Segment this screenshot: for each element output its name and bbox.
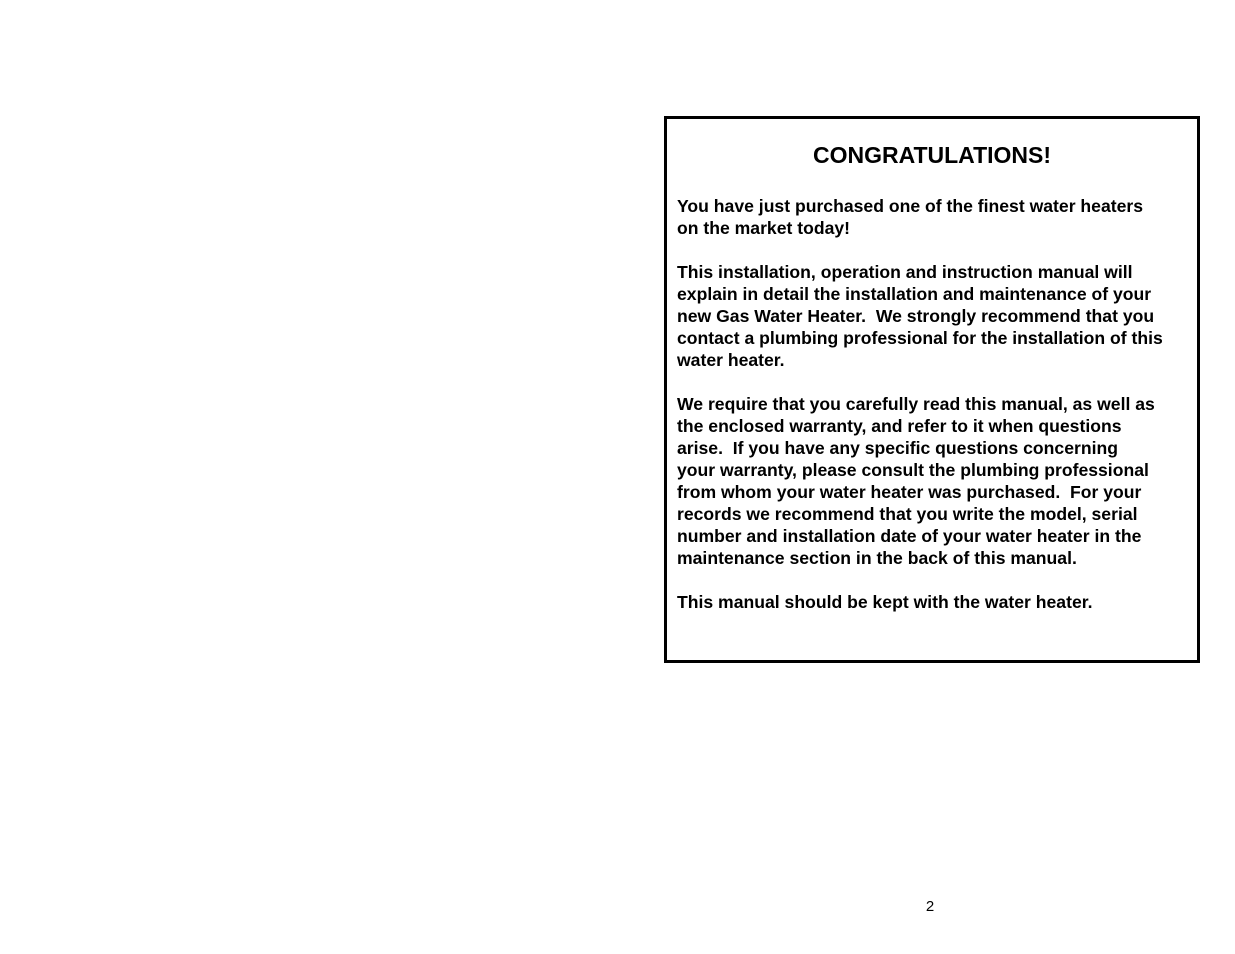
notice-paragraph-manual-purpose: This installation, operation and instruction manual will explain in detail the installation and maintenance of your new Gas Water Heater. We strongly recommend that you contact a plumbing professional for the installation of this water heater. <box>677 262 1163 370</box>
page-number: 2 <box>925 898 935 915</box>
notice-paragraph-read-requirement: We require that you carefully read this manual, as well as the enclosed warranty, and refer to it when questions arise. If you have any specific questions concerning your warranty, please consult the plumbing professional from whom your water heater was purchased. For your records we recommend that you write the model, serial number and installation date of your water heater in the maintenance section in the back of this manual. <box>677 394 1155 568</box>
notice-paragraph-purchase: You have just purchased one of the finest water heaters on the market today! <box>677 196 1144 238</box>
notice-title: CONGRATULATIONS! <box>812 142 1052 168</box>
notice-paragraph-keep-manual: This manual should be kept with the water heater. <box>677 592 1093 612</box>
congratulations-notice-box <box>664 116 1200 663</box>
